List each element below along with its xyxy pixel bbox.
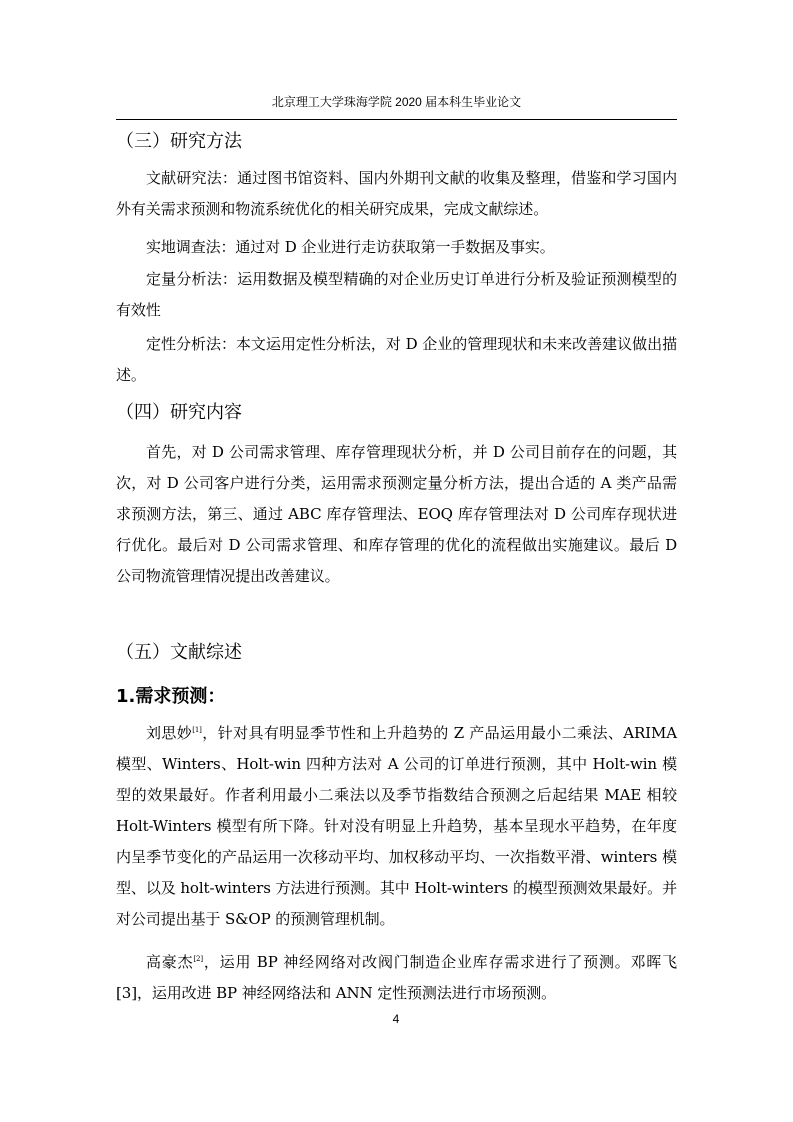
- paragraph-review-gao: [116, 947, 677, 1009]
- subheading-demand-forecast: 1.需求预测：: [116, 686, 226, 707]
- review-text: ，运用 BP 神经网络对改阀门制造企业库存需求进行了预测。邓晖飞[3]，运用改进 BP 神经网络法和 ANN 定性预测法进行市场预测。: [116, 953, 677, 1002]
- section-heading-content: （四）研究内容: [116, 402, 242, 423]
- review-text: ，针对具有明显季节性和上升趋势的 Z 产品运用最小二乘法、ARIMA 模型、Winters、Holt-win 四种方法对 A 公司的订单进行预测，其中 Holt-win 模型的效果最好。作者利用最小二乘法以及季节指数结合预测之后起结果 MAE 相较 Holt-Winters 模型有所下降。针对没有明显上升趋势，基本呈现水平趋势，在年度内呈季节变化的产品运用一次移动平均、加权移动平均、一次指数平滑、winters 模型、以及 holt-winters 方法进行预测。其中 Holt-winters 的模型预测效果最好。并对公司提出基于 S&OP 的预测管理机制。: [116, 724, 677, 928]
- citation-marker: [2]: [193, 955, 203, 963]
- paragraph-literature-method: 文献研究法：通过图书馆资料、国内外期刊文献的收集及整理，借鉴和学习国内外有关需求预测和物流系统优化的相关研究成果，完成文献综述。: [116, 169, 677, 218]
- section-heading-review: （五）文献综述: [116, 642, 242, 663]
- header-rule: [116, 119, 677, 120]
- paragraph-qualitative-method: 定性分析法：本文运用定性分析法，对 D 企业的管理现状和未来改善建议做出描述。: [116, 335, 677, 384]
- citation-marker: [1]: [192, 726, 202, 734]
- section-heading-methods: （三）研究方法: [116, 131, 242, 152]
- paragraph-field-survey-method: 实地调查法：通过对 D 企业进行走访获取第一手数据及事实。: [146, 238, 555, 256]
- cited-author: 刘思妙: [146, 724, 193, 742]
- page-number: 4: [392, 1012, 400, 1026]
- cited-author: 高豪杰: [146, 953, 194, 971]
- running-header: 北京理工大学珠海学院 2020 届本科生毕业论文: [271, 95, 522, 109]
- paragraph-research-content: 首先，对 D 公司需求管理、库存管理现状分析，并 D 公司目前存在的问题，其次，对 D 公司客户进行分类，运用需求预测定量分析方法，提出合适的 A 类产品需求预测方法，第三、通过 ABC 库存管理法、EOQ 库存管理法对 D 公司库存现状进行优化。最后对 D 公司需求管理、和库存管理的优化的流程做出实施建议。最后 D 公司物流管理情况提出改善建议。: [116, 443, 677, 585]
- paragraph-review-liu: [116, 718, 677, 935]
- paragraph-quantitative-method: 定量分析法：运用数据及模型精确的对企业历史订单进行分析及验证预测模型的有效性: [116, 270, 677, 319]
